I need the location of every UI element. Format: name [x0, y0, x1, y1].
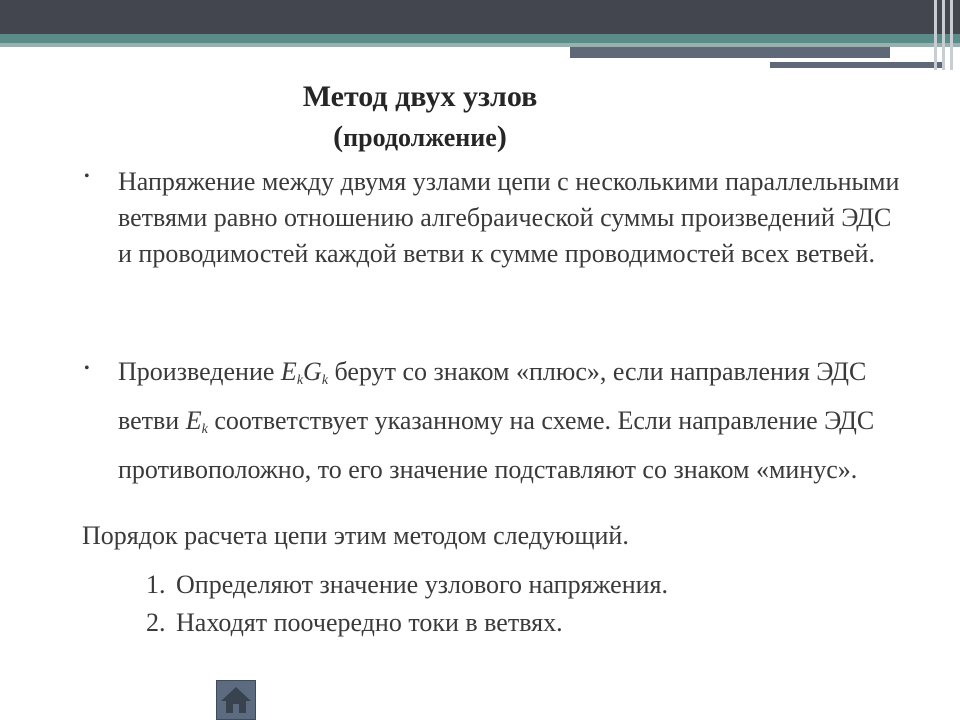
procedure-steps	[146, 566, 668, 642]
emf-symbol-2: $E_k$	[185, 406, 208, 437]
slide-subtitle	[0, 120, 840, 154]
bullet-paragraph-1: Напряжение между двумя узлами цепи с несколькими параллельными ветвями равно отношению алгебраической суммы произведений ЭДС и проводимостей каждой ветви к сумме проводимостей всех ветвей.	[118, 167, 900, 268]
conductance-symbol: $G_k$	[303, 357, 329, 388]
header-sub-bar-small	[770, 62, 945, 68]
header-right-decoration	[930, 0, 960, 70]
slide-title: Метод двух узлов	[302, 80, 538, 113]
procedure-step: 1. Определяют значение узлового напряжения.	[146, 570, 668, 599]
emf-symbol: $E_k$	[280, 357, 304, 388]
home-button[interactable]	[216, 680, 256, 720]
header-bar	[0, 0, 960, 34]
bullet-paragraph-2	[118, 352, 908, 490]
procedure-lead: Порядок расчета цепи этим методом следующий.	[82, 521, 629, 550]
subtitle-close-paren: )	[496, 120, 507, 153]
bullet-marker-2: •	[84, 360, 90, 377]
header-accent-stripe	[0, 34, 960, 43]
home-icon	[217, 681, 255, 719]
bullet2-text-c: соответствует указанному на схеме. Если направление ЭДС противоположно, то его значение подставляют со знаком «минус».	[118, 406, 875, 484]
header-sub-bar	[570, 47, 890, 58]
subtitle-open-paren: (	[333, 120, 344, 153]
bullet2-text-b: берут со знаком «плюс», если направления ЭДС ветви	[118, 357, 867, 435]
bullet-marker-1: •	[84, 168, 90, 185]
bullet2-text-a: Произведение	[118, 357, 281, 386]
procedure-step: 2. Находят поочередно токи в ветвях.	[146, 608, 563, 637]
subtitle-text: продолжение	[343, 123, 497, 152]
